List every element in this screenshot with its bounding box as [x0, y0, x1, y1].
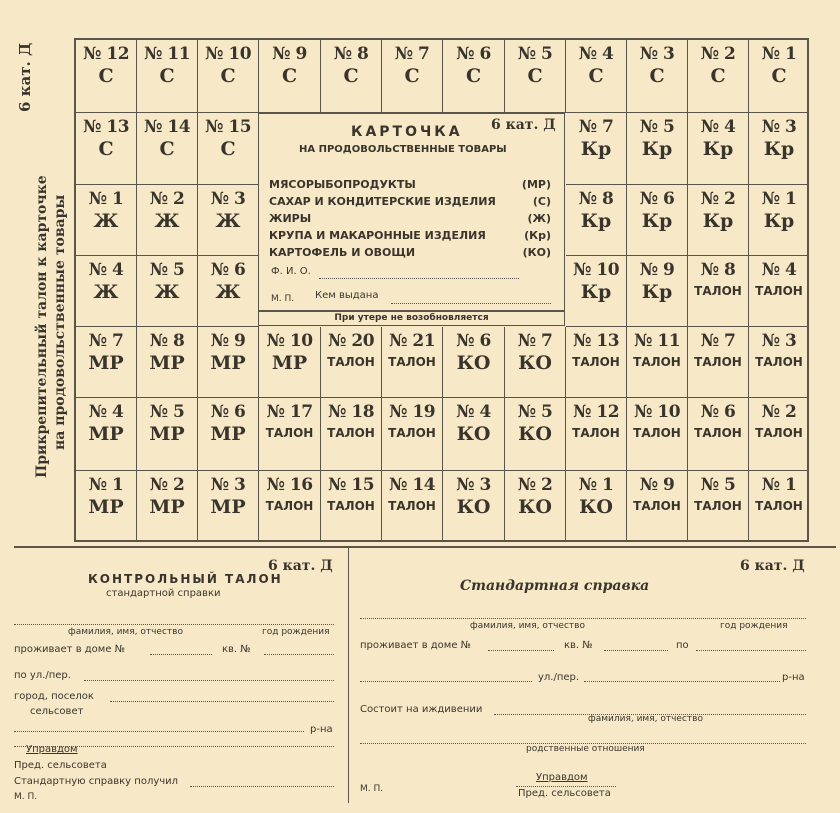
card-item-row: [269, 176, 557, 193]
standard-certificate: [350, 548, 840, 813]
card-item-code: (МР): [521, 178, 551, 191]
coupon-number: № 19: [388, 402, 436, 422]
coupon-cell: [443, 40, 505, 113]
coupon-cell: [566, 327, 627, 398]
card-item-row: [269, 210, 557, 227]
coupon-number: № 16: [266, 475, 313, 495]
cert-birth-caption: год рождения: [720, 621, 788, 631]
cert-dependents-label: Состоит на иждивении: [360, 704, 483, 715]
control-stub: [0, 548, 348, 813]
coupon-number: № 14: [388, 475, 436, 495]
control-city-line: [110, 701, 334, 702]
coupon-type: МР: [210, 496, 246, 518]
coupon-cell: [505, 471, 566, 542]
coupon-number: № 5: [149, 402, 185, 422]
coupon-number: № 1: [88, 475, 124, 495]
coupon-cell: [505, 327, 566, 398]
coupon-number: № 3: [456, 475, 491, 495]
coupon-cell: [321, 40, 382, 113]
coupon-cell: [688, 113, 749, 185]
coupon-cell: [198, 398, 259, 471]
coupon-type: КО: [518, 423, 552, 445]
coupon-cell: [321, 471, 382, 542]
coupon-type: Кр: [580, 138, 612, 160]
coupon-cell: [76, 256, 137, 327]
coupon-number: № 3: [639, 44, 675, 64]
coupon-cell: [749, 327, 809, 398]
coupon-cell: [627, 185, 688, 256]
coupon-number: № 9: [639, 260, 675, 280]
coupon-type: ТАЛОН: [388, 499, 436, 513]
coupon-type: ТАЛОН: [327, 355, 375, 369]
coupon-number: № 12: [82, 44, 130, 64]
coupon-cell: [76, 471, 137, 542]
coupon-cell: [566, 40, 627, 113]
coupon-type: Кр: [641, 281, 673, 303]
coupon-type: ТАЛОН: [755, 499, 803, 513]
coupon-type: МР: [210, 423, 246, 445]
coupon-number: № 8: [700, 260, 736, 280]
coupon-number: № 2: [149, 189, 185, 209]
coupon-number: № 12: [572, 402, 620, 422]
cert-fio-caption2: фамилия, имя, отчество: [588, 714, 703, 724]
coupon-cell: [749, 256, 809, 327]
coupon-type: С: [465, 65, 482, 87]
coupon-type: Кр: [702, 210, 734, 232]
card-item-code: (КО): [522, 246, 551, 259]
coupon-type: КО: [456, 352, 491, 374]
coupon-cell: [321, 327, 382, 398]
coupon-number: № 1: [761, 44, 797, 64]
card-mp-label: М. П.: [271, 294, 295, 304]
cert-house-line: [488, 650, 554, 651]
coupon-type: КО: [456, 496, 491, 518]
coupon-number: № 6: [456, 331, 491, 351]
coupon-number: № 1: [761, 189, 797, 209]
cert-street-label: ул./пер.: [538, 672, 580, 683]
coupon-type: С: [710, 65, 726, 87]
coupon-number: № 8: [333, 44, 369, 64]
coupon-number: № 13: [572, 331, 620, 351]
coupon-type: МР: [149, 496, 185, 518]
stub-divider: [348, 548, 349, 803]
coupon-type: ТАЛОН: [388, 355, 436, 369]
cert-street-pre-line: [360, 681, 532, 682]
coupon-number: № 3: [761, 117, 797, 137]
coupon-cell: [627, 256, 688, 327]
control-birth-caption: год рождения: [262, 627, 330, 637]
card-item-row: [269, 244, 557, 261]
coupon-number: № 2: [700, 189, 736, 209]
coupon-type: Кр: [641, 138, 673, 160]
coupon-cell: [137, 256, 198, 327]
coupon-number: № 8: [578, 189, 614, 209]
control-city-label: город, поселок: [14, 691, 94, 702]
control-apt-line: [264, 654, 334, 655]
coupon-cell: [566, 471, 627, 542]
control-apt-label: кв. №: [222, 644, 251, 655]
coupon-type: С: [98, 65, 114, 87]
control-chairman: Пред. сельсовета: [14, 760, 107, 771]
cert-mp: М. П.: [360, 784, 384, 794]
coupon-number: № 5: [517, 402, 553, 422]
cert-apt-label: кв. №: [564, 640, 593, 651]
coupon-cell: [627, 327, 688, 398]
coupon-number: № 2: [149, 475, 185, 495]
side-label-line1: Прикрепительный талон к карточке: [34, 175, 50, 478]
coupon-cell: [749, 40, 809, 113]
coupon-cell: [259, 40, 321, 113]
coupon-number: № 13: [82, 117, 130, 137]
coupon-number: № 6: [700, 402, 736, 422]
control-received: Стандартную справку получил: [14, 776, 179, 787]
control-street-line: [84, 680, 334, 681]
coupon-number: № 17: [266, 402, 313, 422]
cert-relation-caption: родственные отношения: [526, 744, 645, 754]
coupon-type: С: [159, 65, 175, 87]
coupon-type: ТАЛОН: [755, 284, 803, 298]
coupon-type: ТАЛОН: [755, 426, 803, 440]
coupon-type: Кр: [702, 138, 734, 160]
coupon-number: № 4: [456, 402, 491, 422]
coupon-cell: [198, 113, 259, 185]
control-village-label: сельсовет: [30, 706, 84, 717]
control-manager: Управдом: [26, 744, 78, 755]
coupon-number: № 3: [210, 475, 246, 495]
control-district-line: [14, 731, 304, 732]
control-street-label: по ул./пер.: [14, 670, 71, 681]
card-item-name: ЖИРЫ: [269, 212, 312, 225]
coupon-number: № 4: [88, 402, 124, 422]
coupon-type: С: [343, 65, 359, 87]
coupon-cell: [505, 398, 566, 471]
card-item-code: (Ж): [527, 212, 551, 225]
control-received-line: [190, 786, 334, 787]
coupon-number: № 15: [204, 117, 252, 137]
coupon-cell: [198, 185, 259, 256]
coupon-type: ТАЛОН: [694, 355, 742, 369]
coupon-type: Ж: [215, 281, 241, 303]
card-issued-by-label: Кем выдана: [315, 290, 379, 301]
coupon-number: № 7: [700, 331, 736, 351]
coupon-type: МР: [88, 496, 124, 518]
coupon-number: № 1: [761, 475, 797, 495]
coupon-type: С: [404, 65, 420, 87]
coupon-cell: [627, 113, 688, 185]
cert-po-line: [696, 650, 806, 651]
cert-manager: Управдом: [536, 772, 588, 783]
coupon-type: С: [281, 65, 298, 87]
coupon-cell: [198, 471, 259, 542]
control-fio-line: [14, 624, 334, 625]
coupon-type: КО: [579, 496, 613, 518]
cert-po-label: по: [676, 640, 689, 651]
coupon-cell: [76, 185, 137, 256]
coupon-type: КО: [518, 496, 552, 518]
coupon-cell: [749, 398, 809, 471]
cert-chairman: Пред. сельсовета: [518, 788, 611, 799]
coupon-type: С: [220, 65, 236, 87]
coupon-type: ТАЛОН: [633, 499, 681, 513]
side-label-line2: на продовольственные товары: [52, 194, 68, 450]
coupon-cell: [688, 398, 749, 471]
coupon-cell: [505, 40, 566, 113]
coupon-number: № 5: [639, 117, 675, 137]
coupon-number: № 7: [578, 117, 614, 137]
coupon-cell: [259, 327, 321, 398]
coupon-type: ТАЛОН: [327, 499, 375, 513]
card-fio-line: [319, 278, 519, 279]
coupon-number: № 10: [204, 44, 252, 64]
coupon-number: № 5: [517, 44, 553, 64]
control-title: КОНТРОЛЬНЫЙ ТАЛОН: [88, 572, 283, 586]
coupon-type: Кр: [763, 210, 795, 232]
coupon-type: ТАЛОН: [265, 499, 314, 513]
coupon-cell: [259, 471, 321, 542]
coupon-type: Ж: [93, 210, 119, 232]
coupon-number: № 7: [88, 331, 124, 351]
coupon-number: № 10: [633, 402, 681, 422]
coupon-cell: [137, 185, 198, 256]
card-item-name: КАРТОФЕЛЬ И ОВОЩИ: [269, 246, 416, 259]
control-category: 6 кат. Д: [268, 558, 333, 574]
card-divider: [259, 310, 564, 312]
coupon-number: № 3: [761, 331, 797, 351]
cert-lives-label: проживает в доме №: [360, 640, 472, 651]
coupon-cell: [566, 113, 627, 185]
card-item-name: САХАР И КОНДИТЕРСКИЕ ИЗДЕЛИЯ: [269, 195, 496, 208]
coupon-cell: [688, 185, 749, 256]
control-house-line: [150, 654, 212, 655]
cert-title: Стандартная справка: [460, 578, 650, 594]
coupon-type: С: [771, 65, 787, 87]
coupon-type: КО: [456, 423, 491, 445]
coupon-type: КО: [518, 352, 552, 374]
coupon-type: ТАЛОН: [388, 426, 436, 440]
coupon-cell: [382, 327, 443, 398]
coupon-cell: [627, 40, 688, 113]
coupon-type: С: [527, 65, 543, 87]
coupon-number: № 6: [456, 44, 491, 64]
coupon-cell: [137, 40, 198, 113]
coupon-number: № 4: [578, 44, 614, 64]
control-district-label: р-на: [310, 724, 333, 735]
coupon-type: МР: [88, 423, 124, 445]
coupon-cell: [76, 113, 137, 185]
coupon-number: № 11: [143, 44, 191, 64]
coupon-cell: [566, 185, 627, 256]
coupon-cell: [382, 471, 443, 542]
coupon-number: № 5: [149, 260, 185, 280]
coupon-number: № 4: [700, 117, 736, 137]
card-item-code: (Кр): [524, 229, 551, 242]
coupon-cell: [627, 471, 688, 542]
coupon-type: Ж: [154, 210, 180, 232]
coupon-number: № 7: [517, 331, 553, 351]
coupon-cell: [566, 256, 627, 327]
coupon-cell: [382, 398, 443, 471]
coupon-number: № 2: [700, 44, 736, 64]
coupon-cell: [198, 327, 259, 398]
coupon-cell: [688, 471, 749, 542]
control-subtitle: стандартной справки: [106, 588, 221, 599]
coupon-cell: [749, 185, 809, 256]
coupon-cell: [443, 327, 505, 398]
coupon-number: № 21: [388, 331, 436, 351]
coupon-cell: [382, 40, 443, 113]
card-item-name: КРУПА И МАКАРОННЫЕ ИЗДЕЛИЯ: [269, 229, 486, 242]
card-item-name: МЯСОРЫБОПРОДУКТЫ: [269, 178, 416, 191]
coupon-cell: [198, 256, 259, 327]
cert-fio-line: [360, 618, 806, 619]
coupon-cell: [749, 471, 809, 542]
coupon-cell: [688, 327, 749, 398]
coupon-type: Ж: [215, 210, 241, 232]
cert-district-label: р-на: [782, 672, 805, 683]
coupon-cell: [76, 398, 137, 471]
coupon-number: № 9: [272, 44, 307, 64]
coupon-type: Кр: [763, 138, 795, 160]
coupon-type: ТАЛОН: [265, 426, 314, 440]
card-item-row: [269, 193, 557, 210]
coupon-type: С: [649, 65, 665, 87]
coupon-cell: [137, 398, 198, 471]
coupon-cell: [137, 471, 198, 542]
coupon-type: МР: [210, 352, 246, 374]
card-category: 6 кат. Д: [491, 117, 556, 133]
coupon-type: С: [588, 65, 604, 87]
coupon-number: № 3: [210, 189, 246, 209]
coupon-cell: [137, 327, 198, 398]
coupon-type: ТАЛОН: [694, 499, 742, 513]
coupon-number: № 5: [700, 475, 736, 495]
coupon-number: № 18: [327, 402, 375, 422]
coupon-number: № 2: [517, 475, 553, 495]
card-footer: При утере не возобновляется: [334, 313, 489, 323]
coupon-cell: [76, 40, 137, 113]
coupon-type: ТАЛОН: [327, 426, 375, 440]
coupon-type: Кр: [641, 210, 673, 232]
card-item-row: [269, 227, 557, 244]
coupon-number: № 6: [210, 402, 246, 422]
ration-card-block: [258, 113, 565, 326]
coupon-cell: [259, 398, 321, 471]
coupon-number: № 20: [327, 331, 375, 351]
cert-street-line: [584, 681, 780, 682]
coupon-type: МР: [149, 423, 185, 445]
coupon-type: ТАЛОН: [572, 355, 620, 369]
card-issued-line: [391, 303, 551, 304]
coupon-cell: [627, 398, 688, 471]
coupon-type: Кр: [580, 281, 612, 303]
coupon-number: № 15: [327, 475, 375, 495]
coupon-type: ТАЛОН: [755, 355, 803, 369]
coupon-number: № 11: [633, 331, 681, 351]
coupon-type: ТАЛОН: [694, 284, 742, 298]
coupon-type: С: [159, 138, 175, 160]
coupon-number: № 7: [394, 44, 430, 64]
coupon-cell: [443, 398, 505, 471]
side-category-label: 6 кат. Д: [16, 42, 34, 112]
coupon-cell: [749, 113, 809, 185]
coupon-type: МР: [88, 352, 124, 374]
control-fio-caption: фамилия, имя, отчество: [68, 627, 183, 637]
coupon-cell: [198, 40, 259, 113]
coupon-cell: [137, 113, 198, 185]
coupon-type: МР: [149, 352, 185, 374]
card-fio-label: Ф. И. О.: [271, 266, 311, 277]
coupon-type: С: [98, 138, 114, 160]
coupon-type: ТАЛОН: [694, 426, 742, 440]
coupon-number: № 4: [88, 260, 124, 280]
card-item-code: (С): [532, 195, 551, 208]
coupon-number: № 9: [210, 331, 246, 351]
coupon-cell: [688, 256, 749, 327]
cert-apt-line: [604, 650, 668, 651]
coupon-number: № 10: [572, 260, 620, 280]
coupon-type: МР: [271, 352, 308, 374]
card-subtitle: НА ПРОДОВОЛЬСТВЕННЫЕ ТОВАРЫ: [299, 144, 507, 155]
coupon-type: ТАЛОН: [633, 355, 681, 369]
cert-sign-line: [516, 786, 616, 787]
coupon-cell: [566, 398, 627, 471]
cert-category: 6 кат. Д: [740, 558, 805, 574]
control-lives-label: проживает в доме №: [14, 644, 126, 655]
coupon-cell: [443, 471, 505, 542]
card-items: [269, 176, 557, 261]
coupon-number: № 10: [266, 331, 313, 351]
coupon-number: № 6: [210, 260, 246, 280]
cert-fio-caption: фамилия, имя, отчество: [470, 621, 585, 631]
coupon-number: № 9: [639, 475, 675, 495]
coupon-number: № 1: [578, 475, 614, 495]
coupon-cell: [321, 398, 382, 471]
coupon-type: Кр: [580, 210, 612, 232]
control-mp: М. П.: [14, 792, 38, 802]
coupon-type: Ж: [154, 281, 180, 303]
coupon-type: С: [220, 138, 236, 160]
coupon-number: № 14: [143, 117, 191, 137]
coupon-type: ТАЛОН: [572, 426, 620, 440]
coupon-number: № 6: [639, 189, 675, 209]
coupon-type: ТАЛОН: [633, 426, 681, 440]
coupon-number: № 1: [88, 189, 124, 209]
card-title: КАРТОЧКА: [351, 124, 463, 140]
coupon-number: № 2: [761, 402, 797, 422]
coupon-number: № 8: [149, 331, 185, 351]
coupon-cell: [76, 327, 137, 398]
coupon-type: Ж: [93, 281, 119, 303]
coupon-number: № 4: [761, 260, 797, 280]
coupon-cell: [688, 40, 749, 113]
